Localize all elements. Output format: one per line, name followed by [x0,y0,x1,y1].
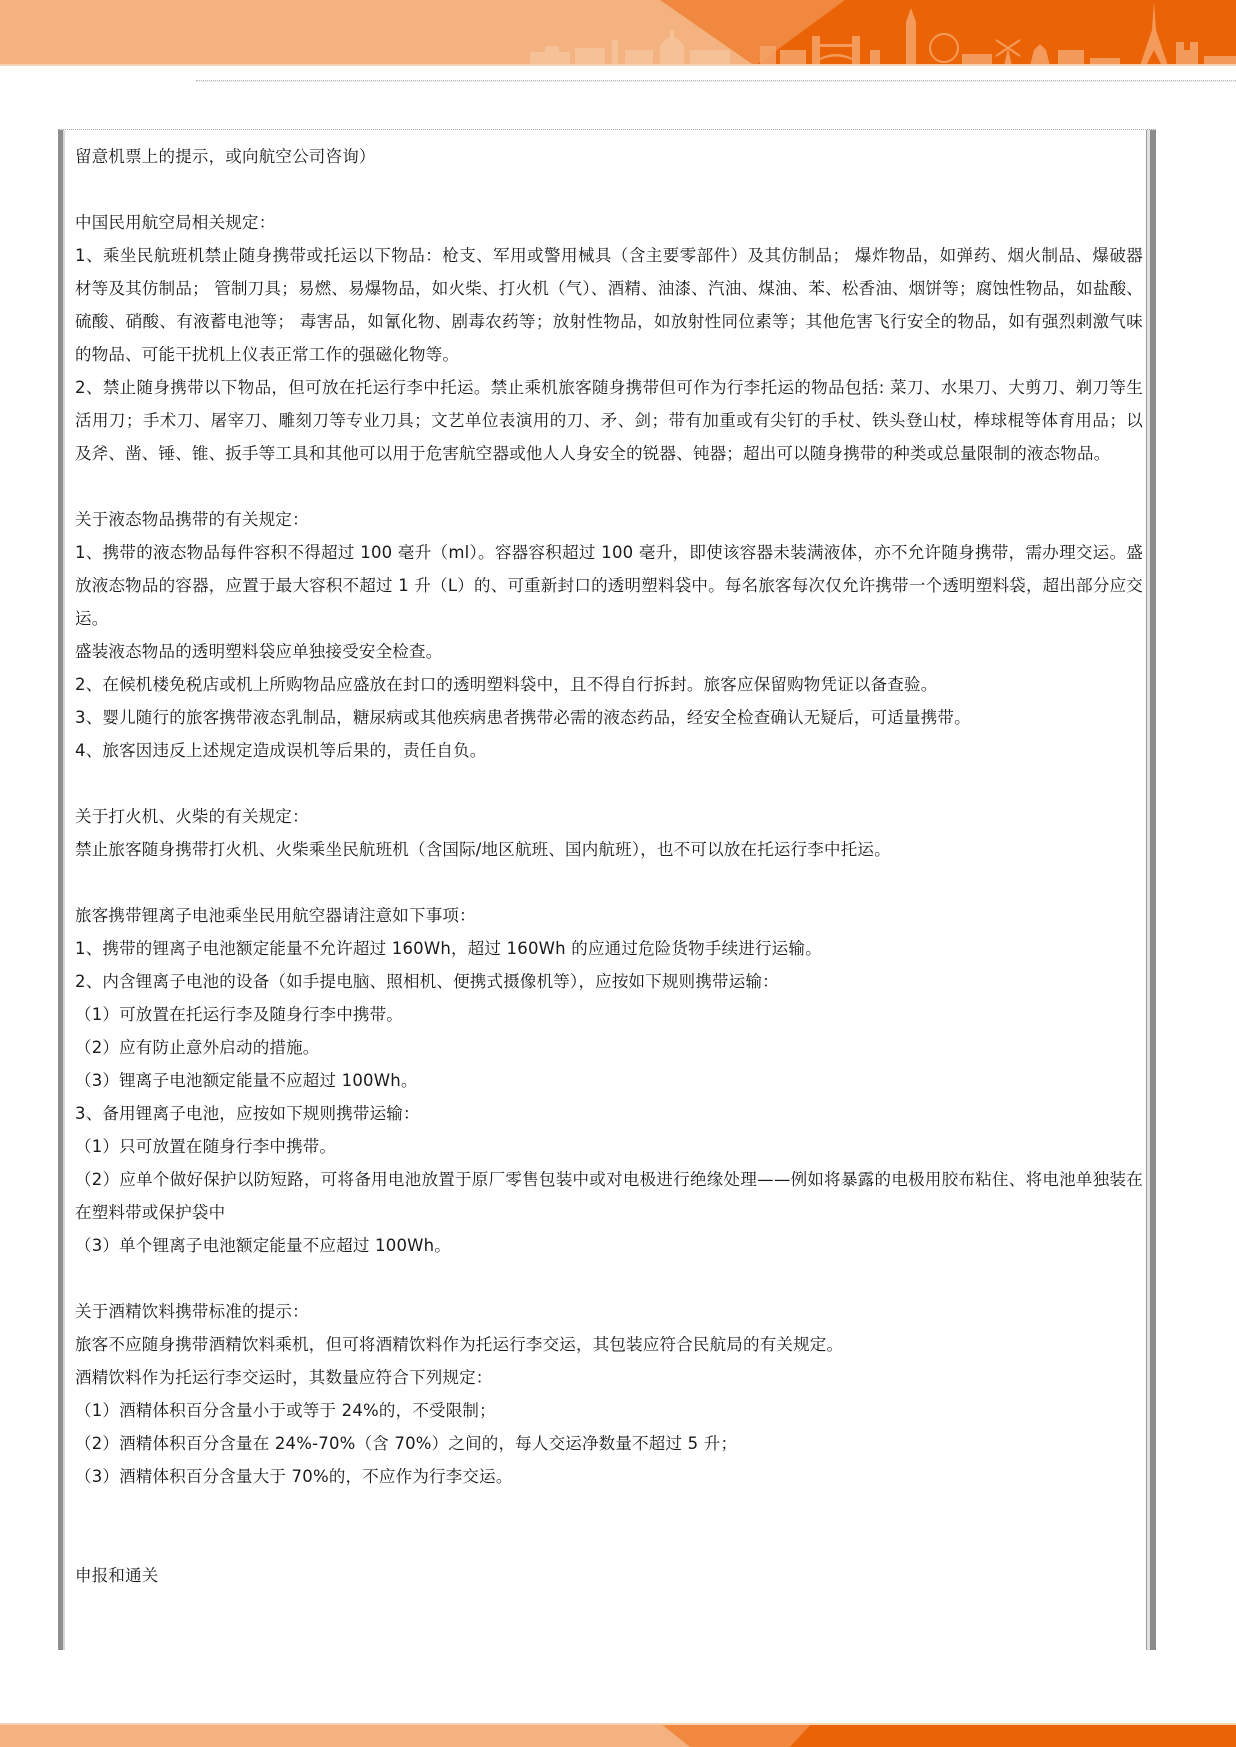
section-heading: 关于打火机、火柴的有关规定： [75,807,309,826]
section-lithium-batteries [75,899,1143,1262]
paragraph: 1、携带的锂离子电池额定能量不允许超过 160Wh，超过 160Wh 的应通过危险货物手续进行运输。 [75,939,822,958]
section-heading: 关于液态物品携带的有关规定： [75,510,309,529]
footer-banner [0,1723,1236,1747]
header-divider [196,80,1236,82]
paragraph: 1、乘坐民航班机禁止随身携带或托运以下物品：枪支、军用或警用械具（含主要零部件）及其仿制品； 爆炸物品，如弹药、烟火制品、爆破器材等及其仿制品； 管制刀具；易燃、易爆物品，如火柴、打火机（气）、酒精、油漆、汽油、煤油、苯、松香油、烟饼等；腐蚀性物品，如盐酸、硫酸、硝酸、有液蓄电池等； 毒害品，如氰化物、剧毒农药等；放射性物品，如放射性同位素等；其他危害飞行安全的物品，如有强烈刺激气味的物品、可能干扰机上仪表正常工作的强磁化物等。 [75,246,1143,364]
document-body [75,140,1143,1592]
sub-item: （1）只可放置在随身行李中携带。 [75,1137,337,1156]
banner-edge [0,64,1236,66]
paragraph: 酒精饮料作为托运行李交运时，其数量应符合下列规定： [75,1368,493,1387]
section-heading: 申报和通关 [75,1566,159,1585]
paragraph: 旅客不应随身携带酒精饮料乘机，但可将酒精饮料作为托运行李交运，其包装应符合民航局的有关规定。 [75,1335,844,1354]
sub-item: （2）应有防止意外启动的措施。 [75,1038,320,1057]
paragraph: 4、旅客因违反上述规定造成误机等后果的，责任自负。 [75,741,487,760]
paragraph: 2、内含锂离子电池的设备（如手提电脑、照相机、便携式摄像机等），应按如下规则携带运输： [75,972,779,991]
intro-text: 留意机票上的提示，或向航空公司咨询） [75,147,376,166]
section-customs [75,1559,1143,1592]
section-heading: 关于酒精饮料携带标准的提示： [75,1302,309,1321]
paragraph: 盛装液态物品的透明塑料袋应单独接受安全检查。 [75,642,443,661]
banner-edge [0,1723,1236,1725]
banner-stripe-dark [0,1723,1236,1747]
sub-item: （2）应单个做好保护以防短路，可将备用电池放置于原厂零售包装中或对电极进行绝缘处理——例如将暴露的电极用胶布粘住、将电池单独装在在塑料带或保护袋中 [75,1170,1143,1222]
frame-border-right [1150,130,1156,1650]
section-lighters [75,800,1143,866]
city-skyline-icon [0,0,1236,66]
section-alcohol [75,1295,1143,1493]
paragraph: 3、婴儿随行的旅客携带液态乳制品，糖尿病或其他疾病患者携带必需的液态药品，经安全检查确认无疑后，可适量携带。 [75,708,971,727]
sub-item: （3）锂离子电池额定能量不应超过 100Wh。 [75,1071,418,1090]
section-caac-rules [75,206,1143,470]
paragraph: 2、禁止随身携带以下物品，但可放在托运行李中托运。禁止乘机旅客随身携带但可作为行李托运的物品包括: 菜刀、水果刀、大剪刀、剃刀等生活用刀；手术刀、屠宰刀、雕刻刀等专业刀具；文艺单位表演用的刀、矛、剑；带有加重或有尖钉的手杖、铁头登山杖，棒球棍等体育用品；以及斧、凿、锤、锥、扳手等工具和其他可以用于危害航空器或他人人身安全的锐器、钝器；超出可以随身携带的种类或总量限制的液态物品。 [75,378,1143,463]
paragraph: 2、在候机楼免税店或机上所购物品应盛放在封口的透明塑料袋中，且不得自行拆封。旅客应保留购物凭证以备查验。 [75,675,938,694]
paragraph: 1、携带的液态物品每件容积不得超过 100 毫升（ml）。容器容积超过 100 毫升，即使该容器未装满液体，亦不允许随身携带，需办理交运。盛放液态物品的容器，应置于最大容积不超过 1 升（L）的、可重新封口的透明塑料袋中。每名旅客每次仅允许携带一个透明塑料袋，超出部分应交运。 [75,543,1143,628]
sub-item: （1）酒精体积百分含量小于或等于 24%的，不受限制； [75,1401,496,1420]
sub-item: （3）单个锂离子电池额定能量不应超过 100Wh。 [75,1236,452,1255]
document-frame [58,129,1156,1650]
sub-item: （3）酒精体积百分含量大于 70%的，不应作为行李交运。 [75,1467,513,1486]
paragraph: 禁止旅客随身携带打火机、火柴乘坐民航班机（含国际/地区航班、国内航班），也不可以放在托运行李中托运。 [75,840,891,859]
paragraph: 3、备用锂离子电池，应按如下规则携带运输： [75,1104,420,1123]
sub-item: （1）可放置在托运行李及随身行李中携带。 [75,1005,403,1024]
section-liquids [75,503,1143,767]
sub-item: （2）酒精体积百分含量在 24%-70%（含 70%）之间的，每人交运净数量不超过 5 升； [75,1434,738,1453]
section-heading: 中国民用航空局相关规定： [75,213,276,232]
header-banner [0,0,1236,66]
frame-border-left [58,130,63,1650]
section-heading: 旅客携带锂离子电池乘坐民用航空器请注意如下事项： [75,906,476,925]
